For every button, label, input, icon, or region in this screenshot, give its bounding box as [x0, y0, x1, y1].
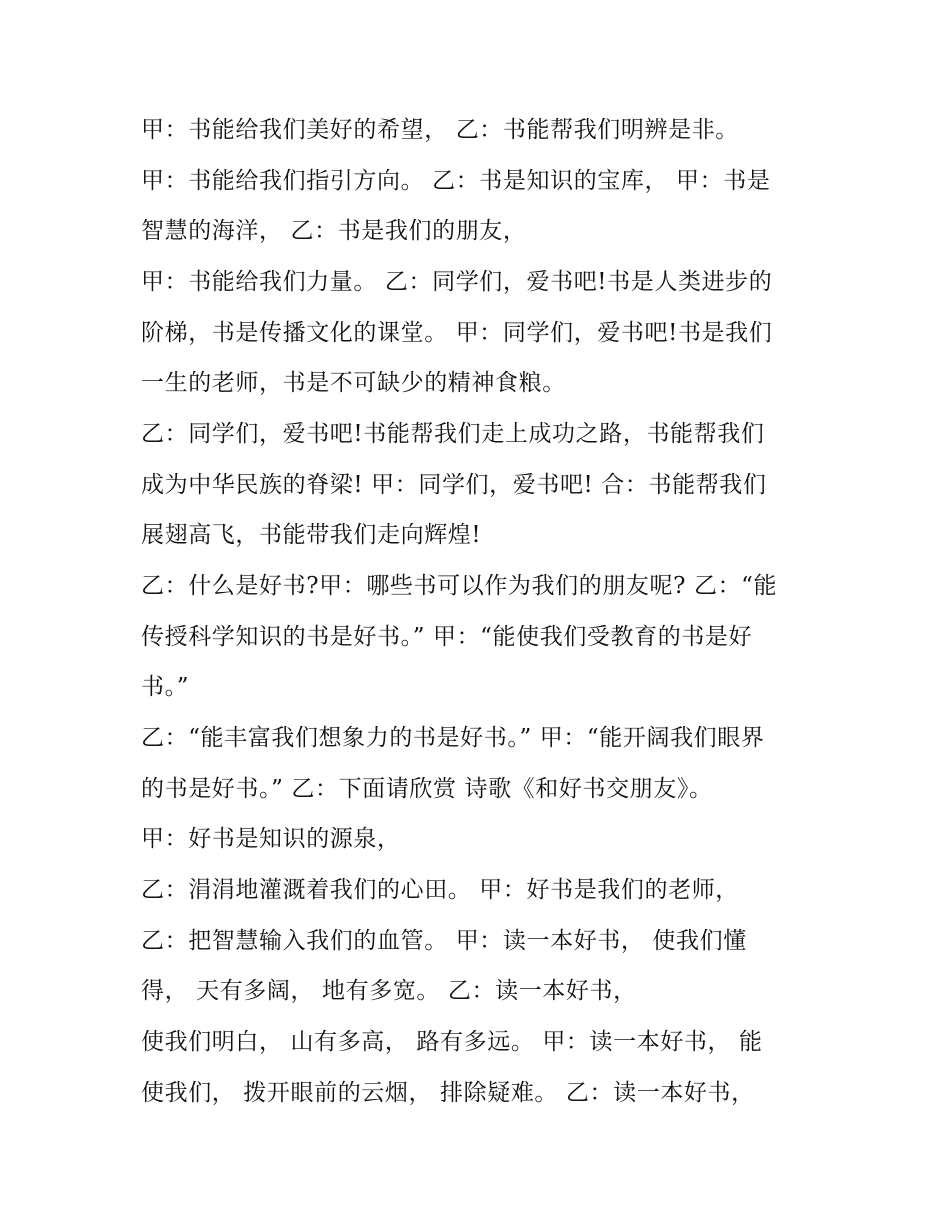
text-line: 乙：“能丰富我们想象力的书是好书。” 甲：“能开阔我们眼界 [141, 725, 765, 751]
text-line: 阶梯，书是传播文化的课堂。 甲：同学们，爱书吧!书是我们 [141, 320, 773, 346]
text-line: 乙：把智慧输入我们的血管。 甲：读一本好书， 使我们懂 [141, 928, 747, 954]
text-line: 一生的老师，书是不可缺少的精神食粮。 [141, 370, 566, 396]
text-line: 展翅高飞，书能带我们走向辉煌! [141, 522, 482, 548]
text-line: 智慧的海洋， 乙：书是我们的朋友， [141, 218, 527, 244]
text-line: 甲：书能给我们指引方向。 乙：书是知识的宝库， 甲：书是 [141, 168, 771, 194]
text-line: 甲：书能给我们力量。 乙：同学们，爱书吧!书是人类进步的 [141, 269, 773, 295]
text-line: 传授科学知识的书是好书。” 甲：“能使我们受教育的书是好 [141, 624, 753, 650]
text-line: 成为中华民族的脊梁! 甲：同学们，爱书吧! 合：书能帮我们 [141, 472, 767, 498]
text-line: 得， 天有多阔， 地有多宽。 乙：读一本好书， [141, 978, 637, 1004]
text-line: 甲：好书是知识的源泉， [141, 826, 401, 852]
text-line: 乙：同学们，爱书吧!书能帮我们走上成功之路，书能帮我们 [141, 421, 765, 447]
text-line: 的书是好书。” 乙：下面请欣赏 诗歌《和好书交朋友》。 [141, 776, 713, 802]
text-line: 甲：书能给我们美好的希望， 乙：书能帮我们明辨是非。 [141, 117, 739, 143]
text-line: 乙：什么是好书?甲：哪些书可以作为我们的朋友呢? 乙：“能 [141, 573, 778, 599]
text-line: 使我们， 拨开眼前的云烟， 排除疑难。 乙：读一本好书， [141, 1080, 755, 1106]
text-line: 书。” [141, 674, 190, 700]
text-line: 使我们明白， 山有多高， 路有多远。 甲：读一本好书， 能 [141, 1029, 763, 1055]
text-line: 乙：涓涓地灌溉着我们的心田。 甲：好书是我们的老师， [141, 877, 739, 903]
